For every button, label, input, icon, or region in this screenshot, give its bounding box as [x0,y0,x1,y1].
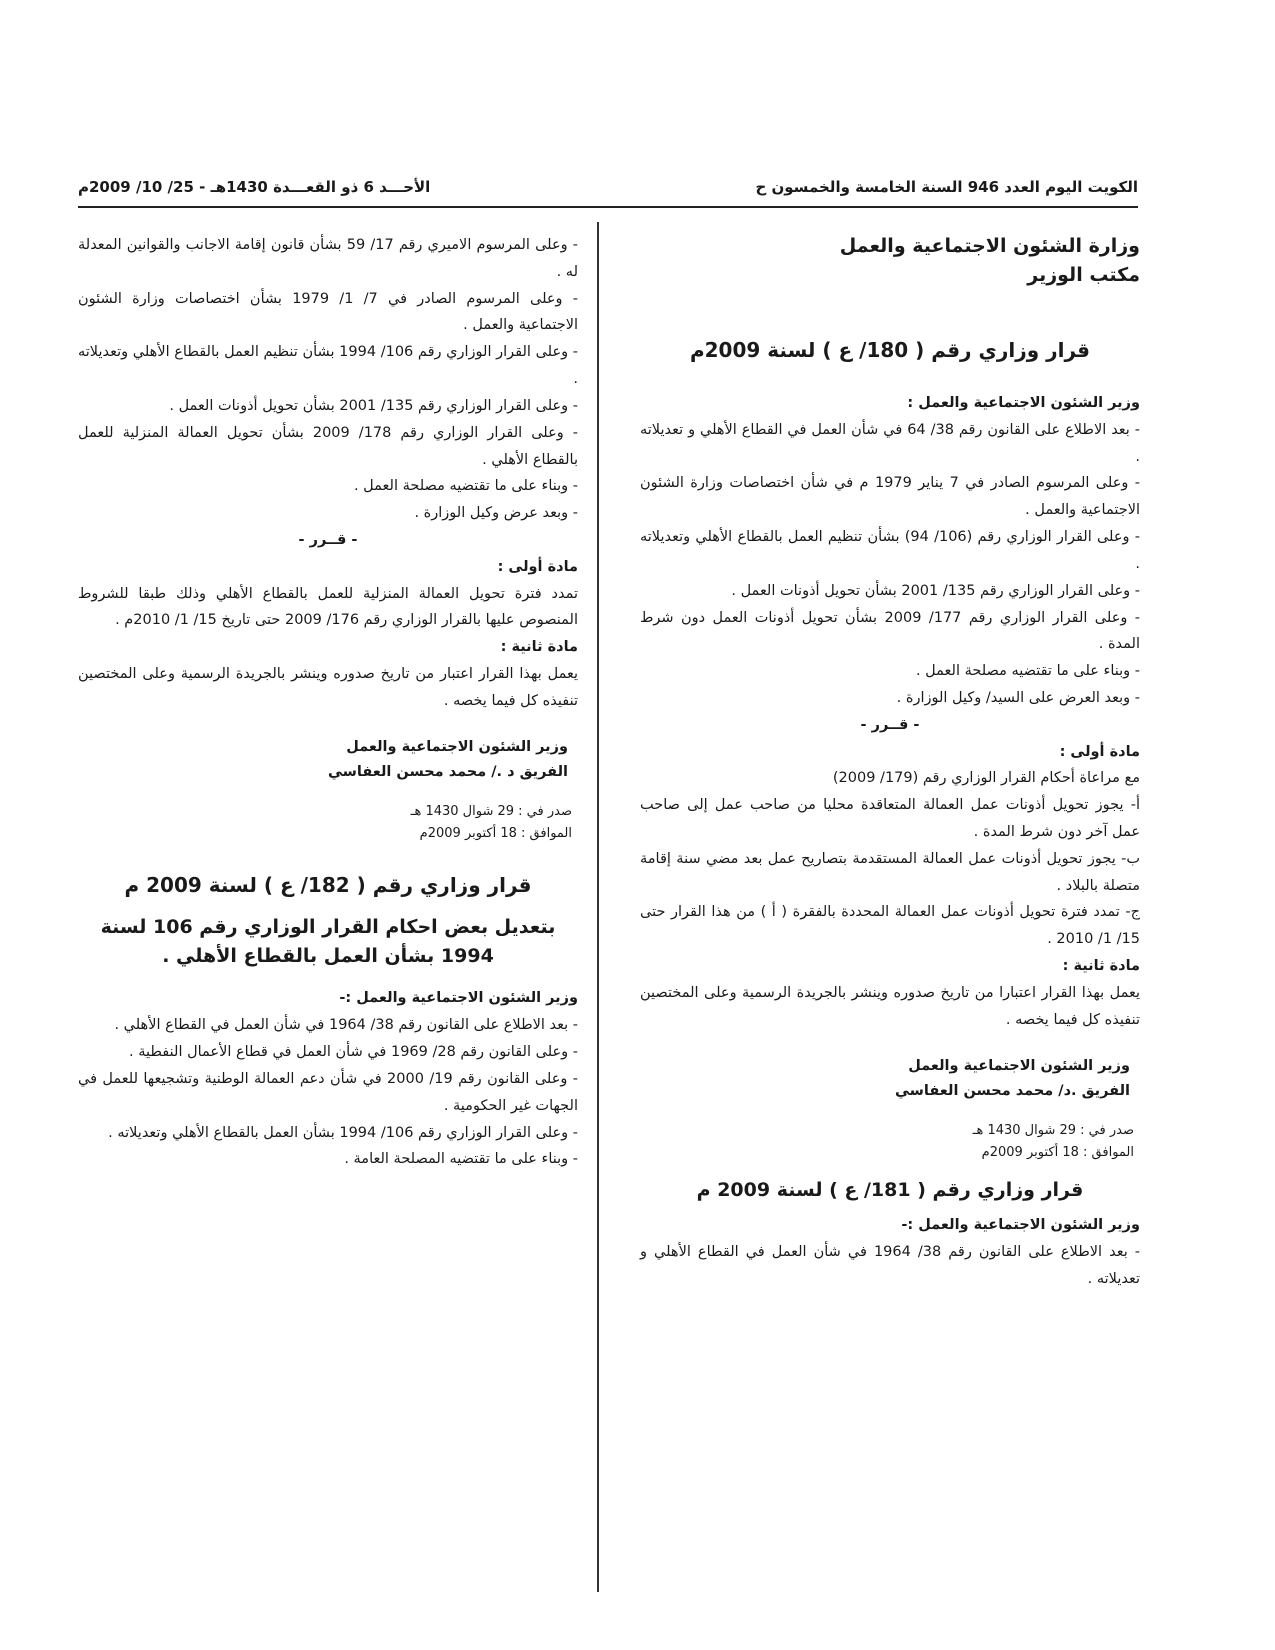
ministry-name: وزارة الشئون الاجتماعية والعمل [839,235,1140,257]
recital: - وعلى القرار الوزاري رقم 135/ 2001 بشأن تحويل أذونات العمل . [731,582,1140,599]
signatory-name: الفريق .د/ محمد محسن العفاسي [895,1082,1130,1099]
recital: - وعلى القانون رقم 28/ 1969 في شأن العمل في قطاع الأعمال النفطية . [129,1044,578,1061]
recital: - وعلى المرسوم الصادر في 7 يناير 1979 م في شأن اختصاصات وزارة الشئون الاجتماعية والعمل . [640,475,1140,519]
recital: - وبعد العرض على السيد/ وكيل الوزارة . [896,689,1140,706]
right-column [640,232,1140,1292]
article-1-item: ب- يجوز تحويل أذونات عمل العمالة المستقدمة بتصاريح عمل بعد مضي سنة إقامة متصلة بالبلاد . [640,850,1140,894]
recital: - وبعد عرض وكيل الوزارة . [414,505,578,522]
minister-intro: وزير الشئون الاجتماعية والعمل :- [339,990,578,1007]
article-1-label: مادة أولى : [1059,743,1140,760]
recital: - وبناء على ما تقتضيه مصلحة العمل . [915,663,1140,680]
decree-180-title: قرار وزاري رقم ( 180/ ع ) لسنة 2009م [689,338,1091,362]
header-issue-info: الكويت اليوم العدد 946 السنة الخامسة والخمسون ح [755,178,1138,196]
recital: - وعلى القانون رقم 19/ 2000 في شأن دعم العمالة الوطنية وتشجيعها للعمل في الجهات غير الحكومية . [78,1070,579,1114]
issue-date-gregorian: الموافق : 18 أكتوبر 2009م [419,826,572,842]
decree-182-title: قرار وزاري رقم ( 182/ ع ) لسنة 2009 م [124,872,532,897]
signature-block [640,1054,1140,1105]
recital: - وبناء على ما تقتضيه المصلحة العامة . [344,1151,578,1168]
recital: - وعلى القرار الوزاري رقم 135/ 2001 بشأن تحويل أذونات العمل . [169,397,578,414]
signatory-name: الفريق د ./ محمد محسن العفاسي [327,764,568,780]
recital: - بعد الاطلاع على القانون رقم 38/ 1964 في شأن العمل في القطاع الأهلي . [114,1017,578,1034]
article-1-text: تمدد فترة تحويل العمالة المنزلية للعمل بالقطاع الأهلي وذلك طبقا للشروط المنصوص عليها بالقرار الوزاري رقم 176/ 2009 حتى تاريخ 15/ 1/ 2010م . [78,585,578,629]
recital: - بعد الاطلاع على القانون رقم 38/ 64 في شأن العمل في القطاع الأهلي و تعديلاته . [640,421,1140,465]
article-1-item: ج- تمدد فترة تحويل أذونات عمل العمالة المحددة بالفقرة ( أ ) من هذا القرار حتى 15/ 1/ 2010 . [640,904,1140,948]
signatory-title: وزير الشئون الاجتماعية والعمل [346,738,568,755]
recital: - وعلى القرار الوزاري رقم (106/ 94) بشأن تنظيم العمل بالقطاع الأهلي وتعديلاته . [640,529,1140,572]
recital: - بعد الاطلاع على القانون رقم 38/ 1964 في شأن العمل في القطاع الأهلي و تعديلاته . [640,1243,1140,1287]
minister-intro: وزير الشئون الاجتماعية والعمل :- [901,1216,1140,1233]
signatory-title: وزير الشئون الاجتماعية والعمل [908,1057,1130,1074]
column-divider [597,222,599,1592]
decided-label: - قــرر - [860,716,920,733]
article-2-text: يعمل بهذا القرار اعتبار من تاريخ صدوره وينشر بالجريدة الرسمية وعلى المختصين تنفيذه كل فيما يخصه . [78,666,578,709]
decided-label: - قــرر - [298,531,358,548]
issue-date-hijri: صدر في : 29 شوال 1430 هـ [972,1123,1134,1139]
header-date: الأحـــد 6 ذو القعـــدة 1430هـ - 25/ 10/ 2009م [78,178,431,196]
issue-date-block [78,801,578,845]
recital: - وعلى القرار الوزاري رقم 177/ 2009 بشأن تحويل أذونات العمل دون شرط المدة . [640,609,1140,653]
recital: - وبناء على ما تقتضيه مصلحة العمل . [353,478,578,495]
minister-intro: وزير الشئون الاجتماعية والعمل : [907,395,1140,411]
left-column [78,232,578,1173]
issue-date-gregorian: الموافق : 18 أكتوبر 2009م [981,1145,1134,1161]
article-1-label: مادة أولى : [497,558,578,575]
article-1-intro: مع مراعاة أحكام القرار الوزاري رقم (179/ 2009) [832,770,1140,787]
office-name: مكتب الوزير [1027,263,1140,286]
issue-date-block [640,1120,1140,1164]
article-2-label: مادة ثانية : [500,639,578,656]
recital: - وعلى القرار الوزاري رقم 106/ 1994 بشأن العمل بالقطاع الأهلي وتعديلاته . [108,1124,578,1141]
article-2-label: مادة ثانية : [1062,958,1140,975]
recital: - وعلى القرار الوزاري رقم 106/ 1994 بشأن تنظيم العمل بالقطاع الأهلي وتعديلاته . [78,344,578,388]
recital: - وعلى المرسوم الصادر في 7/ 1/ 1979 بشأن اختصاصات وزارة الشئون الاجتماعية والعمل . [78,290,579,334]
article-1-item: أ- يجوز تحويل أذونات عمل العمالة المتعاقدة محليا من صاحب عمل إلى صاحب عمل آخر دون شرط المدة . [640,797,1140,840]
decree-182-subject: بتعديل بعض احكام القرار الوزاري رقم 106 لسنة 1994 بشأن العمل بالقطاع الأهلي . [100,915,556,967]
recital: - وعلى المرسوم الاميري رقم 17/ 59 بشأن قانون إقامة الاجانب والقوانين المعدلة له . [78,237,579,280]
recital: - وعلى القرار الوزاري رقم 178/ 2009 بشأن تحويل العمالة المنزلية للعمل بالقطاع الأهلي . [78,424,578,468]
article-2-text: يعمل بهذا القرار اعتبارا من تاريخ صدوره وينشر بالجريدة الرسمية وعلى المختصين تنفيذه كل فيما يخصه . [640,984,1140,1028]
issue-date-hijri: صدر في : 29 شوال 1430 هـ [410,804,572,820]
signature-block [78,735,578,786]
page-header [78,176,1138,208]
decree-181-title: قرار وزاري رقم ( 181/ ع ) لسنة 2009 م [696,1179,1084,1202]
